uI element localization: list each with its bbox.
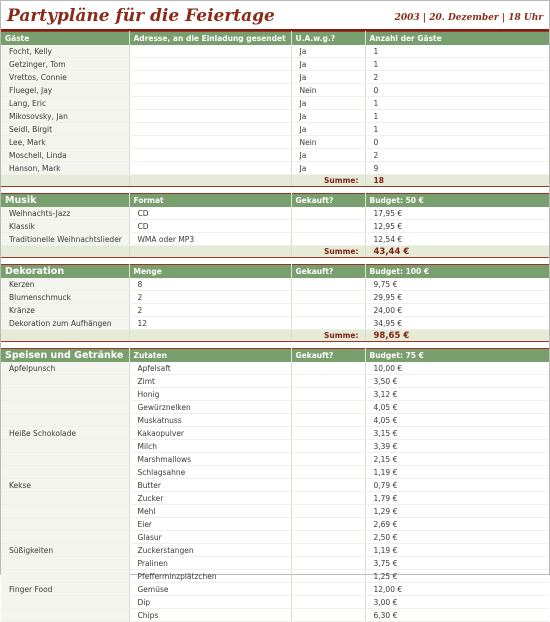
- table-cell[interactable]: [291, 207, 365, 220]
- column-header: Budget: 100 €: [365, 265, 549, 279]
- table-row: [1, 97, 549, 110]
- table-cell[interactable]: Zimt: [129, 375, 291, 388]
- section-spacer: [1, 258, 549, 265]
- table-row: [1, 278, 549, 291]
- table-cell[interactable]: Muskatnuss: [129, 414, 291, 427]
- table-cell[interactable]: [129, 71, 291, 84]
- section-spacer: [1, 187, 549, 194]
- table-cell[interactable]: Nein: [291, 136, 365, 149]
- table-cell[interactable]: [291, 304, 365, 317]
- table-cell[interactable]: [129, 97, 291, 110]
- table-cell[interactable]: 1: [365, 110, 549, 123]
- sum-spacer-cell: [1, 330, 129, 342]
- table-cell[interactable]: 8: [129, 278, 291, 291]
- table-row: [1, 317, 549, 330]
- table-cell[interactable]: Kränze: [1, 304, 129, 317]
- table-row: [1, 291, 549, 304]
- table-cell[interactable]: [291, 583, 365, 596]
- table-cell[interactable]: Milch: [129, 440, 291, 453]
- table-cell[interactable]: Klassik: [1, 220, 129, 233]
- table-row: [1, 362, 549, 375]
- table-cell[interactable]: [1, 466, 129, 479]
- column-header: Anzahl der Gäste: [365, 32, 549, 46]
- table-cell[interactable]: Honig: [129, 388, 291, 401]
- table-cell[interactable]: Ja: [291, 123, 365, 136]
- table-cell[interactable]: Ja: [291, 71, 365, 84]
- table-row: [1, 149, 549, 162]
- table-row: [1, 570, 549, 583]
- table-cell[interactable]: Zuckerstangen: [129, 544, 291, 557]
- table-cell[interactable]: Pfefferminzplätzchen: [129, 570, 291, 583]
- table-cell[interactable]: 1,19 €: [365, 544, 549, 557]
- table-cell[interactable]: [291, 557, 365, 570]
- table-cell[interactable]: Kekse: [1, 479, 129, 492]
- table-cell[interactable]: [129, 136, 291, 149]
- table-cell[interactable]: 6,30 €: [365, 609, 549, 622]
- table-cell[interactable]: [129, 58, 291, 71]
- table-cell[interactable]: [1, 570, 129, 583]
- table-cell[interactable]: [1, 414, 129, 427]
- table-cell[interactable]: Seidl, Birgit: [1, 123, 129, 136]
- table-cell[interactable]: [291, 291, 365, 304]
- column-header: Gekauft?: [291, 194, 365, 208]
- table-cell[interactable]: 9: [365, 162, 549, 175]
- table-cell[interactable]: Apfelsaft: [129, 362, 291, 375]
- table-cell[interactable]: 2: [129, 291, 291, 304]
- table-cell[interactable]: [291, 544, 365, 557]
- sum-label: Summe:: [291, 246, 365, 258]
- table-row: [1, 375, 549, 388]
- table-cell[interactable]: 1,79 €: [365, 492, 549, 505]
- table-cell[interactable]: Weihnachts-Jazz: [1, 207, 129, 220]
- table-row: [1, 466, 549, 479]
- table-cell[interactable]: CD: [129, 220, 291, 233]
- table-cell[interactable]: Schlagsahne: [129, 466, 291, 479]
- table-cell[interactable]: 2: [365, 71, 549, 84]
- table-row: [1, 583, 549, 596]
- table-cell[interactable]: Ja: [291, 45, 365, 58]
- table-cell[interactable]: Fluegel, Jay: [1, 84, 129, 97]
- table-cell[interactable]: 1: [365, 123, 549, 136]
- table-cell[interactable]: 1,19 €: [365, 466, 549, 479]
- table-cell[interactable]: Kakaopulver: [129, 427, 291, 440]
- table-cell[interactable]: [291, 453, 365, 466]
- table-cell[interactable]: 3,39 €: [365, 440, 549, 453]
- table-cell[interactable]: 2,69 €: [365, 518, 549, 531]
- table-cell[interactable]: Hanson, Mark: [1, 162, 129, 175]
- column-header: Musik: [1, 194, 129, 208]
- column-header: Gekauft?: [291, 349, 365, 363]
- table-cell[interactable]: 2: [365, 149, 549, 162]
- table-row: [1, 453, 549, 466]
- table-cell[interactable]: 29,95 €: [365, 291, 549, 304]
- table-cell[interactable]: 0: [365, 136, 549, 149]
- table-row: [1, 45, 549, 58]
- table-cell[interactable]: Getzinger, Tom: [1, 58, 129, 71]
- table-cell[interactable]: [1, 492, 129, 505]
- column-header: Budget: 50 €: [365, 194, 549, 208]
- table-cell[interactable]: [291, 570, 365, 583]
- table-cell[interactable]: [129, 123, 291, 136]
- table-cell[interactable]: 9,75 €: [365, 278, 549, 291]
- table-row: [1, 427, 549, 440]
- sum-row-guests: [1, 175, 549, 187]
- table-cell[interactable]: Kerzen: [1, 278, 129, 291]
- table-cell[interactable]: Zucker: [129, 492, 291, 505]
- event-date: 2003 | 20. Dezember | 18 Uhr: [394, 13, 543, 23]
- table-cell[interactable]: 12,54 €: [365, 233, 549, 246]
- table-cell[interactable]: Gemüse: [129, 583, 291, 596]
- spacer-cell: [1, 342, 549, 349]
- table-cell[interactable]: 1: [365, 45, 549, 58]
- table-cell[interactable]: Focht, Kelly: [1, 45, 129, 58]
- table-cell[interactable]: 4,05 €: [365, 414, 549, 427]
- table-cell[interactable]: [1, 401, 129, 414]
- table-cell[interactable]: [291, 375, 365, 388]
- table-cell[interactable]: 3,50 €: [365, 375, 549, 388]
- sum-spacer-cell: [129, 330, 291, 342]
- table-cell[interactable]: Dip: [129, 596, 291, 609]
- table-row: [1, 596, 549, 609]
- table-cell[interactable]: 34,95 €: [365, 317, 549, 330]
- table-cell[interactable]: Ja: [291, 58, 365, 71]
- table-cell[interactable]: [291, 609, 365, 622]
- table-row: [1, 123, 549, 136]
- table-cell[interactable]: Dekoration zum Aufhängen: [1, 317, 129, 330]
- table-cell[interactable]: Eier: [129, 518, 291, 531]
- table-cell[interactable]: 17,95 €: [365, 207, 549, 220]
- table-cell[interactable]: 3,00 €: [365, 596, 549, 609]
- table-cell[interactable]: Butter: [129, 479, 291, 492]
- table-cell[interactable]: [1, 531, 129, 544]
- table-cell[interactable]: [291, 362, 365, 375]
- table-cell[interactable]: Apfelpunsch: [1, 362, 129, 375]
- table-cell[interactable]: [291, 596, 365, 609]
- table-row: [1, 414, 549, 427]
- table-cell[interactable]: [291, 278, 365, 291]
- table-row: [1, 84, 549, 97]
- table-row: [1, 544, 549, 557]
- table-cell[interactable]: [129, 84, 291, 97]
- sum-value[interactable]: 43,44 €: [365, 246, 549, 258]
- table-cell[interactable]: Ja: [291, 97, 365, 110]
- column-header: Speisen und Getränke: [1, 349, 129, 363]
- table-cell[interactable]: Ja: [291, 149, 365, 162]
- party-plan-table: [1, 31, 549, 622]
- table-cell[interactable]: Gewürznelken: [129, 401, 291, 414]
- table-cell[interactable]: 3,15 €: [365, 427, 549, 440]
- section-header-food: [1, 349, 549, 363]
- sum-value[interactable]: 18: [365, 175, 549, 187]
- table-cell[interactable]: WMA oder MP3: [129, 233, 291, 246]
- table-cell[interactable]: [1, 375, 129, 388]
- table-cell[interactable]: Marshmallows: [129, 453, 291, 466]
- column-header: Adresse, an die Einladung gesendet: [129, 32, 291, 46]
- table-cell[interactable]: [291, 414, 365, 427]
- table-cell[interactable]: 4,05 €: [365, 401, 549, 414]
- table-cell[interactable]: 1: [365, 58, 549, 71]
- sum-label: Summe:: [291, 330, 365, 342]
- column-header: Format: [129, 194, 291, 208]
- table-cell[interactable]: [291, 388, 365, 401]
- table-row: [1, 557, 549, 570]
- section-spacer: [1, 342, 549, 349]
- table-row: [1, 531, 549, 544]
- table-cell[interactable]: [291, 466, 365, 479]
- table-cell[interactable]: Vrettos, Connie: [1, 71, 129, 84]
- table-cell[interactable]: [1, 596, 129, 609]
- table-cell[interactable]: Heiße Schokolade: [1, 427, 129, 440]
- table-row: [1, 136, 549, 149]
- table-row: [1, 71, 549, 84]
- table-cell[interactable]: 24,00 €: [365, 304, 549, 317]
- table-cell[interactable]: 0,79 €: [365, 479, 549, 492]
- table-cell[interactable]: 1,29 €: [365, 505, 549, 518]
- spacer-cell: [1, 187, 549, 194]
- table-cell[interactable]: [129, 110, 291, 123]
- table-cell[interactable]: [129, 149, 291, 162]
- column-header: Budget: 75 €: [365, 349, 549, 363]
- table-row: [1, 388, 549, 401]
- table-cell[interactable]: 10,00 €: [365, 362, 549, 375]
- table-cell[interactable]: [129, 45, 291, 58]
- table-cell[interactable]: Moschell, Linda: [1, 149, 129, 162]
- table-cell[interactable]: 1: [365, 97, 549, 110]
- sum-spacer-cell: [129, 175, 291, 187]
- table-cell[interactable]: 12,95 €: [365, 220, 549, 233]
- table-cell[interactable]: [1, 557, 129, 570]
- section-header-music: [1, 194, 549, 208]
- table-cell[interactable]: 0: [365, 84, 549, 97]
- table-cell[interactable]: [1, 518, 129, 531]
- table-cell[interactable]: [1, 505, 129, 518]
- table-cell[interactable]: 3,75 €: [365, 557, 549, 570]
- table-cell[interactable]: Mikosovsky, Jan: [1, 110, 129, 123]
- column-header: Gekauft?: [291, 265, 365, 279]
- table-cell[interactable]: Finger Food: [1, 583, 129, 596]
- column-header: Menge: [129, 265, 291, 279]
- table-cell[interactable]: [291, 518, 365, 531]
- table-cell[interactable]: [291, 505, 365, 518]
- table-cell[interactable]: 1,25 €: [365, 570, 549, 583]
- table-cell[interactable]: [291, 492, 365, 505]
- table-row: [1, 220, 549, 233]
- table-cell[interactable]: [291, 233, 365, 246]
- table-row: [1, 440, 549, 453]
- table-row: [1, 518, 549, 531]
- table-cell[interactable]: 12: [129, 317, 291, 330]
- sum-spacer-cell: [1, 246, 129, 258]
- sum-row-decoration: [1, 330, 549, 342]
- column-header: Dekoration: [1, 265, 129, 279]
- table-cell[interactable]: Nein: [291, 84, 365, 97]
- table-row: [1, 401, 549, 414]
- table-cell[interactable]: [291, 220, 365, 233]
- table-cell[interactable]: Lee, Mark: [1, 136, 129, 149]
- column-header: Zutaten: [129, 349, 291, 363]
- table-cell[interactable]: Traditionelle Weihnachtslieder: [1, 233, 129, 246]
- table-cell[interactable]: [1, 388, 129, 401]
- table-cell[interactable]: [291, 531, 365, 544]
- title-bar: [1, 1, 549, 31]
- table-cell[interactable]: Chips: [129, 609, 291, 622]
- table-row: [1, 58, 549, 71]
- table-row: [1, 162, 549, 175]
- table-cell[interactable]: [291, 427, 365, 440]
- table-row: [1, 609, 549, 622]
- table-cell[interactable]: Blumenschmuck: [1, 291, 129, 304]
- table-cell[interactable]: 2,15 €: [365, 453, 549, 466]
- table-row: [1, 207, 549, 220]
- table-cell[interactable]: [291, 317, 365, 330]
- table-body: [1, 32, 549, 622]
- table-cell[interactable]: [291, 479, 365, 492]
- table-cell[interactable]: Ja: [291, 162, 365, 175]
- table-row: [1, 110, 549, 123]
- sum-row-music: [1, 246, 549, 258]
- sum-spacer-cell: [1, 175, 129, 187]
- table-cell[interactable]: [291, 440, 365, 453]
- table-cell[interactable]: Pralinen: [129, 557, 291, 570]
- table-cell[interactable]: [1, 440, 129, 453]
- column-header: Gäste: [1, 32, 129, 46]
- table-row: [1, 304, 549, 317]
- column-header: U.A.w.g.?: [291, 32, 365, 46]
- table-row: [1, 479, 549, 492]
- table-cell[interactable]: Lang, Eric: [1, 97, 129, 110]
- sum-label: Summe:: [291, 175, 365, 187]
- table-cell[interactable]: Glasur: [129, 531, 291, 544]
- section-header-guests: [1, 32, 549, 46]
- table-cell[interactable]: Mehl: [129, 505, 291, 518]
- table-cell[interactable]: [291, 401, 365, 414]
- page-title: Partypläne für die Feiertage: [7, 6, 275, 26]
- sum-spacer-cell: [129, 246, 291, 258]
- table-cell[interactable]: Ja: [291, 110, 365, 123]
- table-cell[interactable]: Süßigkeiten: [1, 544, 129, 557]
- table-row: [1, 505, 549, 518]
- table-row: [1, 233, 549, 246]
- table-cell[interactable]: 2: [129, 304, 291, 317]
- table-cell[interactable]: [129, 162, 291, 175]
- table-cell[interactable]: [1, 453, 129, 466]
- table-cell[interactable]: 12,00 €: [365, 583, 549, 596]
- table-cell[interactable]: CD: [129, 207, 291, 220]
- table-row: [1, 492, 549, 505]
- section-header-decoration: [1, 265, 549, 279]
- sum-value[interactable]: 98,65 €: [365, 330, 549, 342]
- table-cell[interactable]: [1, 609, 129, 622]
- spacer-cell: [1, 258, 549, 265]
- table-cell[interactable]: 3,12 €: [365, 388, 549, 401]
- table-cell[interactable]: 2,50 €: [365, 531, 549, 544]
